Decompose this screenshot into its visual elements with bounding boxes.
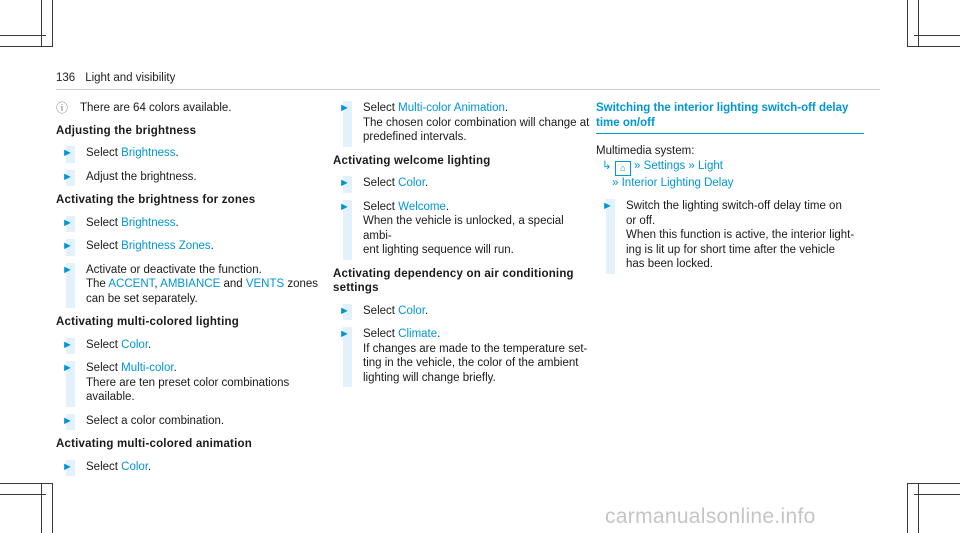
instruction-step [56,338,326,353]
instruction-step [333,304,595,319]
step-text: Select [86,362,122,374]
step-text: The [86,278,109,290]
menu-item-color[interactable]: Color [398,177,426,189]
menu-item-brightness-zones[interactable]: Brightness Zones [121,240,211,252]
section-heading: Activating the brightness for zones [56,194,256,206]
column-3 [596,101,866,281]
step-text: Select [86,240,122,252]
zone-vents[interactable]: VENTS [245,278,285,290]
crop-mark [918,483,919,533]
crop-mark [907,46,960,47]
step-text: or off. [626,214,656,227]
menu-item-climate[interactable]: Climate [398,328,438,340]
step-text: . [504,102,509,114]
column-1 [56,101,326,483]
step-arrow-icon: ► [339,304,350,317]
info-note-text: There are 64 colors available. [80,102,232,114]
step-text: . [175,216,179,229]
instruction-step [333,101,595,145]
zone-accent[interactable]: ACCENT [108,278,155,290]
info-icon: ⓘ [56,101,69,115]
step-text: If changes are made to the temperature set- [363,342,588,355]
instruction-step [333,200,595,258]
step-text: and [220,278,246,290]
instruction-step [333,176,595,191]
step-arrow-icon: ► [339,102,350,114]
step-text: predefined intervals. [363,131,467,143]
step-arrow-icon: ► [62,460,73,473]
menu-item-brightness[interactable]: Brightness [121,216,176,229]
crop-mark [41,483,42,533]
step-text: Adjust the brightness. [86,170,197,183]
crop-mark [0,494,46,495]
step-text: Select a color combination. [86,414,225,427]
menu-path-label: Multimedia system: [596,145,695,157]
step-arrow-icon: ► [62,338,73,351]
step-text: . [175,147,179,159]
step-text: has been locked. [626,258,713,270]
menu-item-multi-color[interactable]: Multi-color [121,362,174,374]
step-arrow-icon: ► [62,362,73,374]
step-text: When this function is active, the interior light- [626,229,855,241]
page-section-title: Light and visibility [85,72,176,84]
step-arrow-icon: ► [339,200,350,213]
step-arrow-icon: ► [62,147,73,159]
crop-mark [918,0,919,46]
step-text: Select [363,102,399,114]
step-text: . [210,240,214,252]
info-note [56,101,326,116]
home-icon[interactable]: ⌂ [615,161,631,176]
step-text: . [425,304,429,317]
watermark: carmanualsonline.info [605,505,816,528]
instruction-step [56,263,326,307]
step-text: Select [363,328,399,340]
step-arrow-icon: ► [62,414,73,427]
step-text: , [154,278,161,290]
step-text: ting in the vehicle, the color of the ambient [363,357,579,369]
chevron-right-icon: » [634,159,641,172]
step-arrow-icon: ► [62,170,73,183]
step-text: Select [86,460,122,473]
section-heading: Activating dependency on air conditioning settings [333,267,574,294]
step-arrow-icon: ► [62,240,73,252]
step-text: Select [363,304,399,317]
step-arrow-icon: ► [339,328,350,340]
crop-mark [914,35,960,36]
crop-mark [0,35,46,36]
menu-item-color[interactable]: Color [398,304,426,317]
step-arrow-icon: ► [62,263,73,276]
menu-item-brightness[interactable]: Brightness [121,147,176,159]
step-text: can be set separately. [86,292,198,305]
corner-arrow-icon: ↳ [602,159,612,172]
zone-ambiance[interactable]: AMBIANCE [160,278,221,290]
menu-item-multi-color-animation[interactable]: Multi-color Animation [398,102,505,114]
step-text: There are ten preset color combinations [86,376,290,389]
chevron-right-icon: » [688,159,695,172]
step-arrow-icon: ► [339,177,350,189]
crop-mark [907,483,908,533]
instruction-step [56,361,326,405]
step-text: Select [86,338,122,351]
step-text: Switch the lighting switch-off delay time on [626,200,842,212]
menu-item-color[interactable]: Color [121,338,149,351]
instruction-step [56,216,326,231]
menu-item-settings[interactable]: Settings [643,159,686,172]
step-text: . [148,338,152,351]
instruction-step [56,460,326,475]
crop-mark [907,483,960,484]
step-text: Select [363,177,399,189]
step-text: The chosen color combination will change at [363,116,590,129]
crop-mark [52,483,53,533]
step-text: . [437,328,441,340]
menu-path [596,144,866,190]
step-text: lighting will change briefly. [363,371,496,384]
menu-item-light[interactable]: Light [698,159,723,172]
section-title-interior-lighting-delay: Switching the interior lighting switch-off delay time on/off [596,101,864,134]
crop-mark [907,0,908,46]
step-text: . [425,177,429,189]
step-text: Select [86,216,122,229]
crop-mark [914,494,960,495]
step-text: ing is lit up for short time after the vehicle [626,243,836,256]
step-text: Select [363,200,399,213]
instruction-step [56,239,326,254]
menu-item-interior-lighting-delay[interactable]: Interior Lighting Delay [621,176,734,189]
step-text: zones [284,278,319,290]
instruction-step [56,170,326,185]
header-divider [56,89,880,90]
menu-item-color[interactable]: Color [121,460,149,473]
step-text: . [148,460,152,473]
page-header [56,72,880,84]
menu-item-welcome[interactable]: Welcome [398,200,446,213]
step-arrow-icon: ► [62,216,73,229]
section-heading: Activating multi-colored lighting [56,316,239,328]
instruction-step [596,199,866,272]
step-text: . [173,362,177,374]
instruction-step [56,414,326,429]
step-text: available. [86,391,135,403]
step-text: ent lighting sequence will run. [363,244,514,256]
step-text: . [445,200,450,213]
step-text: Activate or deactivate the function. [86,263,262,276]
step-arrow-icon: ► [602,200,613,212]
crop-mark [0,483,53,484]
section-heading: Activating welcome lighting [333,154,491,167]
section-heading: Adjusting the brightness [56,124,197,137]
step-text: Select [86,147,122,159]
instruction-step [333,327,595,385]
instruction-step [56,146,326,161]
crop-mark [52,0,53,46]
step-text: When the vehicle is unlocked, a special ambi- [363,215,564,242]
crop-mark [0,46,53,47]
column-2 [333,101,595,394]
page-number: 136 [56,72,76,84]
crop-mark [41,0,42,46]
section-heading: Activating multi-colored animation [56,438,252,450]
chevron-right-icon: » [612,176,619,189]
